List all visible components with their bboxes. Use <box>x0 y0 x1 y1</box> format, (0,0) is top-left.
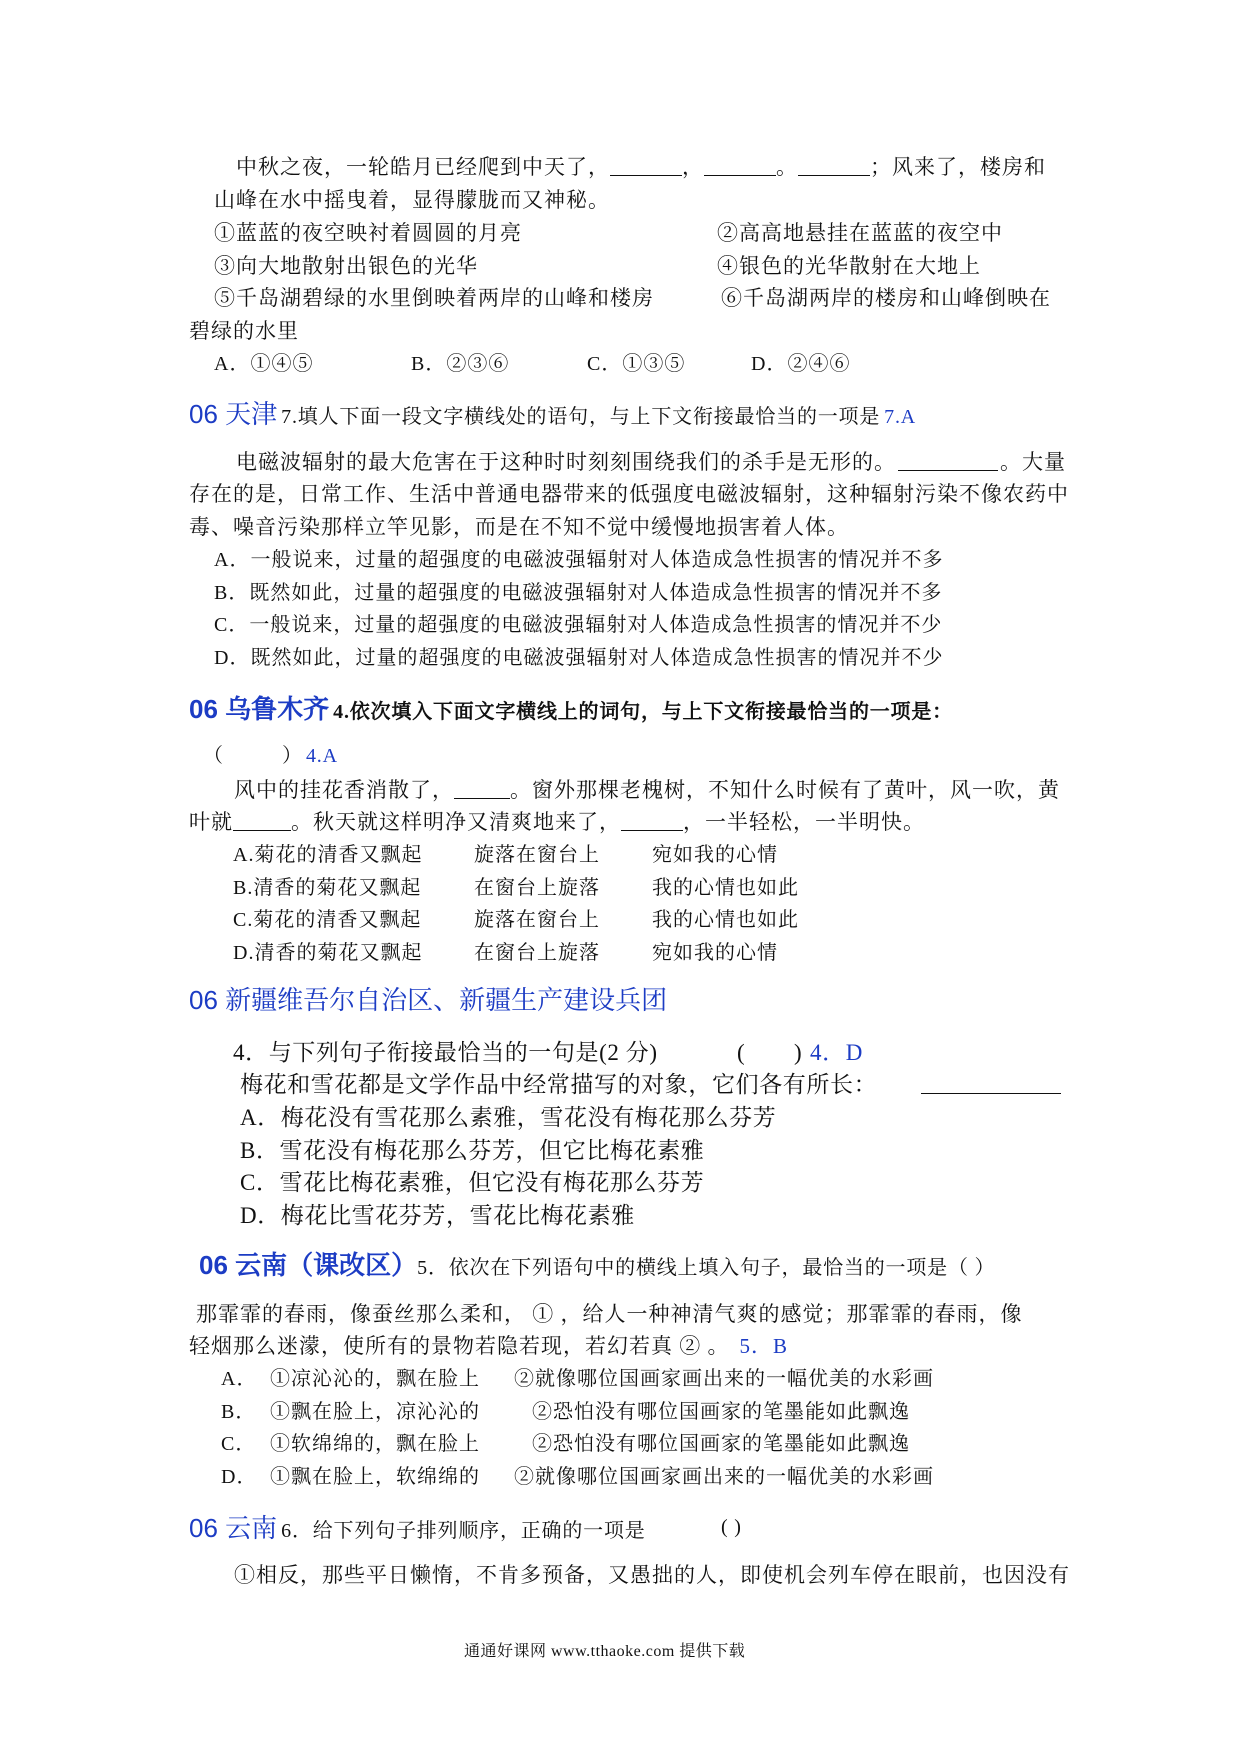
passage-text: 轻烟那么迷濛，使所有的景物若隐若现，若幻若真 ② 。 <box>189 1334 730 1358</box>
xinjiang-region-label: 06 新疆维吾尔自治区、新疆生产建设兵团 <box>189 985 668 1015</box>
urumqi-passage-line2 <box>189 811 925 834</box>
xinjiang-option-c: C．雪花比梅花素雅，但它没有梅花那么芬芳 <box>240 1170 705 1195</box>
page-footer: 通通好课网 www.tthaoke.com 提供下载 <box>464 1643 746 1660</box>
midautumn-stem-line2: 山峰在水中摇曳着，显得朦胧而又神秘。 <box>214 188 610 212</box>
answer-paren-close: ) <box>794 1040 803 1065</box>
passage-text: 。秋天就这样明净又清爽地来了， <box>291 810 621 835</box>
stem-text: 。 <box>776 155 798 180</box>
blank-line <box>921 1072 1061 1094</box>
blank-line <box>898 451 998 471</box>
midautumn-item-2: ②高高地悬挂在蓝蓝的夜空中 <box>717 221 1003 245</box>
yunnan-reform-option-c-letter: C． <box>221 1433 257 1455</box>
yunnan-reform-option-b-part1: ①飘在脸上，凉沁沁的 <box>270 1401 480 1423</box>
answer-key: 5．B <box>739 1334 789 1358</box>
question-text: 6．给下列句子排列顺序，正确的一项是 <box>281 1520 646 1542</box>
blank-line <box>704 156 776 176</box>
tianjin-option-c: C．一般说来，过量的超强度的电磁波强辐射对人体造成急性损害的情况并不少 <box>214 614 943 636</box>
question-text: 7.填人下面一段文字横线处的语句，与上下文衔接最恰当的一项是 <box>281 406 881 428</box>
tianjin-option-d: D．既然如此，过量的超强度的电磁波强辐射对人体造成急性损害的情况并不少 <box>214 647 944 669</box>
blank-line <box>233 811 291 831</box>
yunnan-reform-option-a-letter: A． <box>221 1368 258 1390</box>
midautumn-choice-c: C．①③⑤ <box>587 353 686 375</box>
passage-text: ，一半轻松，一半明快。 <box>683 810 925 835</box>
midautumn-item-3: ③向大地散射出银色的光华 <box>214 254 478 278</box>
blank-line <box>621 811 683 831</box>
answer-paren: ( ) <box>721 1516 742 1538</box>
yunnan-reform-header <box>199 1251 995 1280</box>
yunnan-reform-option-a-part1: ①凉沁沁的，飘在脸上 <box>270 1368 480 1390</box>
midautumn-item-6-continued: 碧绿的水里 <box>189 319 299 343</box>
yunnan-sentence-1: ①相反，那些平日懒惰，不肯多预备，又愚拙的人，即使机会列车停在眼前，也因没有 <box>234 1563 1070 1587</box>
xinjiang-question-text: 4．与下列句子衔接最恰当的一句是(2 分) <box>233 1040 658 1065</box>
urumqi-option-b-part3: 我的心情也如此 <box>652 877 799 899</box>
passage-text: 风中的挂花香消散了， <box>234 778 454 803</box>
urumqi-option-d-part1: D.清香的菊花又飘起 <box>233 942 423 964</box>
yunnan-reform-option-d-part2: ②就像哪位国画家画出来的一幅优美的水彩画 <box>514 1466 934 1488</box>
tianjin-passage-line2: 存在的是，日常工作、生活中普通电器带来的低强度电磁波辐射，这种辐射污染不像农药中 <box>189 482 1069 506</box>
midautumn-item-5: ⑤千岛湖碧绿的水里倒映着两岸的山峰和楼房 <box>214 286 654 310</box>
tianjin-passage-line3: 毒、噪音污染那样立竿见影，而是在不知不觉中缓慢地损害着人体。 <box>189 515 849 539</box>
tianjin-passage-line1 <box>236 451 1066 474</box>
urumqi-option-c-part1: C.菊花的清香又飘起 <box>233 909 422 931</box>
region-label: 06 乌鲁木齐 <box>189 694 330 724</box>
midautumn-item-6: ⑥千岛湖两岸的楼房和山峰倒映在 <box>721 286 1051 310</box>
urumqi-option-a-part3: 宛如我的心情 <box>652 844 778 866</box>
midautumn-choice-a: A．①④⑤ <box>214 353 314 375</box>
stem-text: 中秋之夜，一轮皓月已经爬到中天了， <box>236 155 610 180</box>
midautumn-choice-b: B．②③⑥ <box>411 353 510 375</box>
urumqi-passage-line1 <box>234 779 1060 802</box>
yunnan-reform-option-b-part2: ②恐怕没有哪位国画家的笔墨能如此飘逸 <box>532 1401 910 1423</box>
tianjin-option-b: B．既然如此，过量的超强度的电磁波强辐射对人体造成急性损害的情况并不多 <box>214 582 943 604</box>
question-text: 5．依次在下列语句中的横线上填入句子，最恰当的一项是（ ） <box>417 1257 996 1279</box>
region-label: 06 云南（课改区） <box>199 1250 418 1280</box>
urumqi-option-a-part2: 旋落在窗台上 <box>474 844 600 866</box>
passage-text: 。大量 <box>1000 450 1066 475</box>
passage-text: 电磁波辐射的最大危害在于这种时时刻刻围绕我们的杀手是无形的。 <box>236 450 896 475</box>
tianjin-option-a: A．一般说来，过量的超强度的电磁波强辐射对人体造成急性损害的情况并不多 <box>214 549 944 571</box>
urumqi-option-c-part2: 旋落在窗台上 <box>474 909 600 931</box>
yunnan-reform-option-c-part2: ②恐怕没有哪位国画家的笔墨能如此飘逸 <box>532 1433 910 1455</box>
urumqi-option-d-part3: 宛如我的心情 <box>652 942 778 964</box>
region-label: 06 云南 <box>189 1513 278 1543</box>
yunnan-reform-option-a-part2: ②就像哪位国画家画出来的一幅优美的水彩画 <box>514 1368 934 1390</box>
urumqi-option-d-part2: 在窗台上旋落 <box>474 942 600 964</box>
stem-text: ；风来了，楼房和 <box>870 155 1046 180</box>
midautumn-choice-d: D．②④⑥ <box>751 353 851 375</box>
answer-key: 4.A <box>306 745 338 767</box>
passage-text: 叶就 <box>189 810 233 835</box>
region-label: 06 天津 <box>189 399 278 429</box>
xinjiang-option-b: B．雪花没有梅花那么芬芳，但它比梅花素雅 <box>240 1138 705 1163</box>
urumqi-header <box>189 695 953 724</box>
answer-key: 4．D <box>810 1040 863 1065</box>
passage-text: 。窗外那棵老槐树，不知什么时候有了黄叶，风一吹，黄 <box>510 778 1060 803</box>
urumqi-option-a-part1: A.菊花的清香又飘起 <box>233 844 423 866</box>
answer-paren-open: ( <box>737 1040 746 1065</box>
yunnan-reform-option-d-letter: D． <box>221 1466 258 1488</box>
xinjiang-stem <box>240 1072 1061 1097</box>
stem-text: 梅花和雪花都是文学作品中经常描写的对象，它们各有所长： <box>240 1072 878 1097</box>
urumqi-option-b-part1: B.清香的菊花又飘起 <box>233 877 422 899</box>
yunnan-reform-option-b-letter: B． <box>221 1401 257 1423</box>
blank-line <box>610 156 682 176</box>
answer-paren-open: （ <box>203 745 224 767</box>
tianjin-header <box>189 400 916 429</box>
midautumn-item-4: ④银色的光华散射在大地上 <box>717 254 981 278</box>
question-text: 4.依次填入下面文字横线上的词句，与上下文衔接最恰当的一项是： <box>333 701 953 723</box>
urumqi-option-b-part2: 在窗台上旋落 <box>474 877 600 899</box>
urumqi-option-c-part3: 我的心情也如此 <box>652 909 799 931</box>
yunnan-header <box>189 1514 646 1543</box>
xinjiang-option-d: D．梅花比雪花芬芳，雪花比梅花素雅 <box>240 1203 635 1228</box>
yunnan-reform-passage-line1: 那霏霏的春雨，像蚕丝那么柔和， ① ，给人一种神清气爽的感觉；那霏霏的春雨，像 <box>196 1302 1023 1326</box>
yunnan-reform-option-d-part1: ①飘在脸上，软绵绵的 <box>270 1466 480 1488</box>
blank-line <box>798 156 870 176</box>
midautumn-item-1: ①蓝蓝的夜空映衬着圆圆的月亮 <box>214 221 522 245</box>
answer-key: 7.A <box>884 406 916 428</box>
yunnan-reform-option-c-part1: ①软绵绵的，飘在脸上 <box>270 1433 480 1455</box>
stem-text: ， <box>682 155 704 180</box>
yunnan-reform-passage-line2 <box>189 1335 788 1358</box>
midautumn-stem-line1 <box>236 156 1046 179</box>
blank-line <box>454 779 510 799</box>
answer-paren-close: ） <box>282 745 303 767</box>
xinjiang-option-a: A．梅花没有雪花那么素雅，雪花没有梅花那么芬芳 <box>240 1105 777 1130</box>
